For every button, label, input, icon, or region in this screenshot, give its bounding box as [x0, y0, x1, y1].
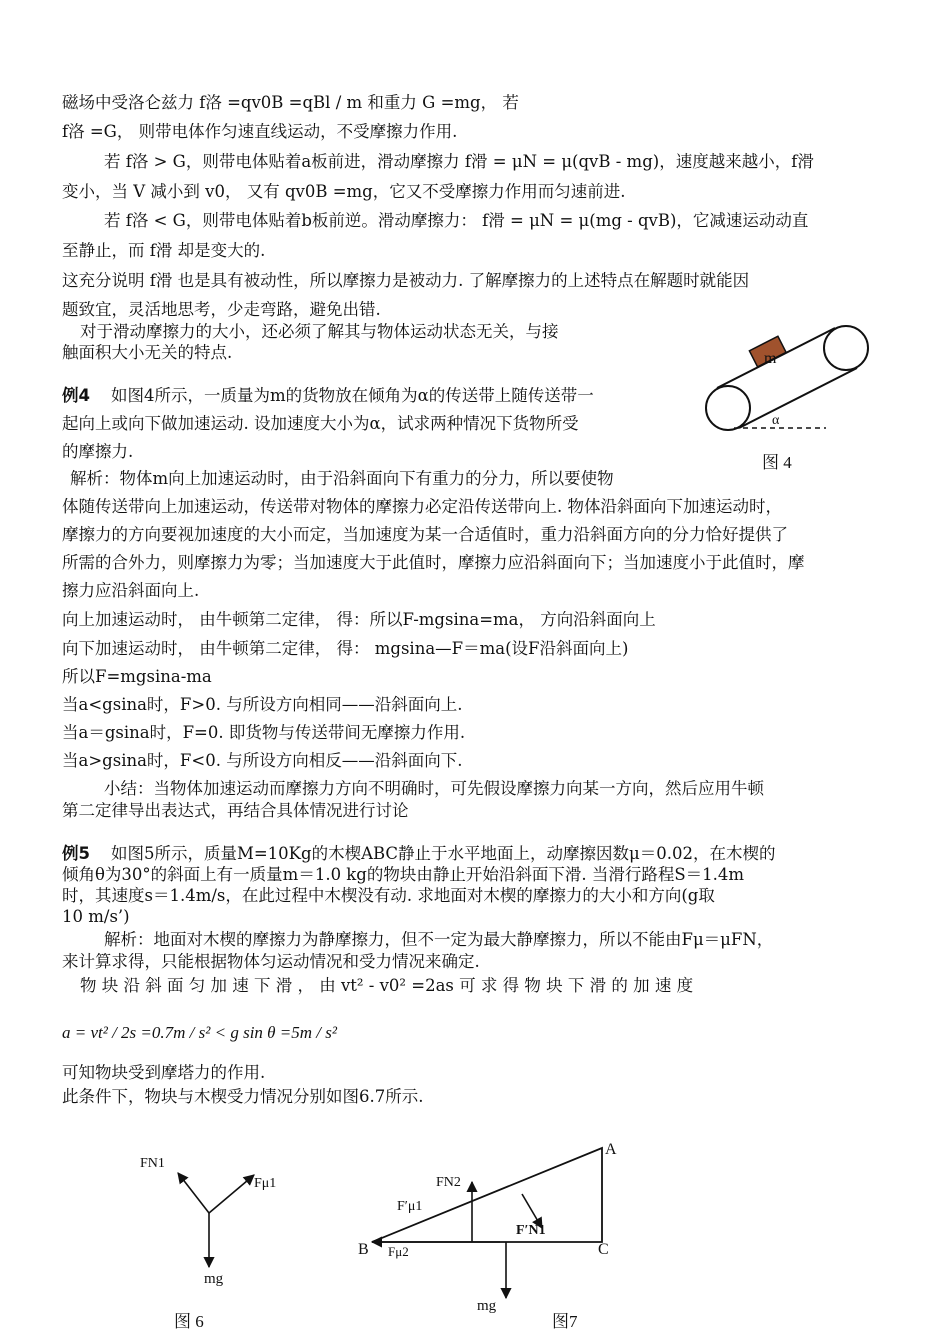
text-line-8: 题致宜，灵活地思考，少走弯路，避免出错.: [62, 300, 381, 319]
fn1-label: FN1: [140, 1156, 165, 1171]
text-line-24: 当a>gsina时，F<0. 与所设方向相反——沿斜面向下.: [62, 751, 463, 770]
fn1-prime-label: F′N1: [516, 1223, 546, 1238]
text-line-2: f洛 =G， 则带电体作匀速直线运动，不受摩擦力作用.: [62, 122, 458, 141]
text-line-12: 起向上或向下做加速运动. 设加速度大小为α，试求两种情况下货物所受: [62, 414, 579, 433]
figure-4-caption: 图 4: [762, 453, 792, 472]
text-line-35: 可知物块受到摩塔力的作用.: [62, 1063, 266, 1082]
mg-label-wedge: mg: [477, 1298, 497, 1314]
text-line-3: 若 f洛 > G，则带电体贴着a板前进，滑动摩擦力 f滑 = μN = μ(qvB - mg)，速度越来越小，f滑: [104, 152, 814, 171]
figure-7-caption: 图7: [552, 1312, 578, 1331]
text-line-18: 擦力应沿斜面向上.: [62, 581, 200, 600]
figure-4-conveyor: [700, 320, 890, 480]
text-line-25: 小结：当物体加速运动而摩擦力方向不明确时，可先假设摩擦力向某一方向，然后应用牛顿: [104, 779, 764, 798]
text-line-36: 此条件下，物块与木楔受力情况分别如图6.7所示.: [62, 1087, 424, 1106]
wedge-triangle: [372, 1148, 602, 1242]
text-line-17: 所需的合外力，则摩擦力为零；当加速度大于此值时，摩擦力应沿斜面向下；当加速度小于此值时，摩: [62, 553, 805, 572]
text-line-7: 这充分说明 f滑 也是具有被动性，所以摩擦力是被动力. 了解摩擦力的上述特点在解题时就能因: [62, 271, 750, 290]
example-4-text: 如图4所示，一质量为m的货物放在倾角为α的传送带上随传送带一: [110, 386, 594, 405]
text-line-32: 来计算求得，只能根据物体匀运动情况和受力情况来确定.: [62, 952, 480, 971]
text-line-14: 解析：物体m向上加速运动时，由于沿斜面向下有重力的分力，所以要使物: [70, 469, 614, 488]
text-line-15: 体随传送带向上加速运动，传送带对物体的摩擦力必定沿传送带向上. 物体沿斜面向下加速运动时，: [62, 497, 782, 516]
mass-label: m: [764, 350, 777, 367]
figure-6-caption: 图 6: [174, 1312, 204, 1331]
text-line-13: 的摩擦力.: [62, 442, 134, 461]
figure-7-wedge: [350, 1130, 640, 1342]
angle-label: α: [772, 413, 780, 428]
text-line-10: 触面积大小无关的特点.: [62, 343, 233, 362]
text-line-9: 对于滑动摩擦力的大小，还必须了解其与物体运动状态无关，与接: [80, 322, 559, 341]
text-line-29: 时，其速度s＝1.4m/s，在此过程中木楔没有动. 求地面对木楔的摩擦力的大小和方向(g取: [62, 886, 715, 905]
text-line-19: 向上加速运动时， 由牛顿第二定律， 得：所以F-mgsina=ma， 方向沿斜面向上: [62, 610, 656, 629]
fn2-label: FN2: [436, 1175, 461, 1190]
fn1-arrow: [178, 1173, 209, 1213]
text-line-21: 所以F=mgsina-ma: [62, 667, 212, 686]
text-line-23: 当a＝gsina时，F=0. 即货物与传送带间无摩擦力作用.: [62, 723, 466, 742]
example-5-line-1: [62, 843, 776, 865]
formula-acceleration: a = vt² / 2s =0.7m / s² < g sin θ =5m / s²: [62, 1023, 337, 1042]
example-5-text: 如图5所示，质量M=10Kg的木楔ABC静止于水平地面上，动摩擦因数μ＝0.02，在木楔的: [110, 844, 776, 863]
lower-pulley: [706, 386, 750, 430]
vertex-b-label: B: [358, 1241, 369, 1258]
fu1-label: Fμ1: [254, 1176, 277, 1191]
mg-label: mg: [204, 1271, 224, 1287]
text-line-20: 向下加速运动时， 由牛顿第二定律， 得： mgsina—F＝ma(设F沿斜面向上): [62, 639, 629, 658]
figure-6-force-diagram: [130, 1145, 300, 1340]
example-5-label: 例5: [62, 844, 90, 863]
fu1-prime-label: F′μ1: [397, 1199, 423, 1214]
text-line-33: 物 块 沿 斜 面 匀 加 速 下 滑 ， 由 vt² - v0² =2as 可 求 得 物 块 下 滑 的 加 速 度: [80, 976, 694, 995]
text-line-16: 摩擦力的方向要视加速度的大小而定，当加速度为某一合适值时，重力沿斜面方向的分力恰好提供了: [62, 525, 788, 544]
text-line-31: 解析：地面对木楔的摩擦力为静摩擦力，但不一定为最大静摩擦力，所以不能由Fμ＝μFN，: [104, 930, 774, 949]
text-line-30: 10 m/s’): [62, 907, 130, 926]
text-line-1: 磁场中受洛仑兹力 f洛 =qv0B =qBl / m 和重力 G =mg， 若: [62, 93, 519, 112]
fu2-label: Fμ2: [388, 1244, 409, 1259]
text-line-4: 变小，当 V 减小到 v0， 又有 qv0B =mg，它又不受摩擦力作用而匀速前进.: [62, 182, 626, 201]
text-line-26: 第二定律导出表达式，再结合具体情况进行讨论: [62, 801, 409, 820]
text-line-6: 至静止，而 f滑 却是变大的.: [62, 241, 266, 260]
text-line-28: 倾角θ为30°的斜面上有一质量m＝1.0 kg的物块由静止开始沿斜面下滑. 当滑行路程S＝1.4m: [62, 865, 745, 884]
text-line-5: 若 f洛 < G，则带电体贴着b板前逆。滑动摩擦力： f滑 = μN = μ(mg - qvB)，它减速运动动直: [104, 211, 809, 230]
text-line-22: 当a<gsina时，F>0. 与所设方向相同——沿斜面向上.: [62, 695, 463, 714]
example-4-line-1: [62, 385, 594, 407]
example-4-label: 例4: [62, 386, 90, 405]
vertex-c-label: C: [598, 1241, 609, 1258]
vertex-a-label: A: [605, 1141, 617, 1158]
belt-bottom: [739, 368, 857, 428]
fu1-arrow: [209, 1175, 254, 1213]
upper-pulley: [824, 326, 868, 370]
